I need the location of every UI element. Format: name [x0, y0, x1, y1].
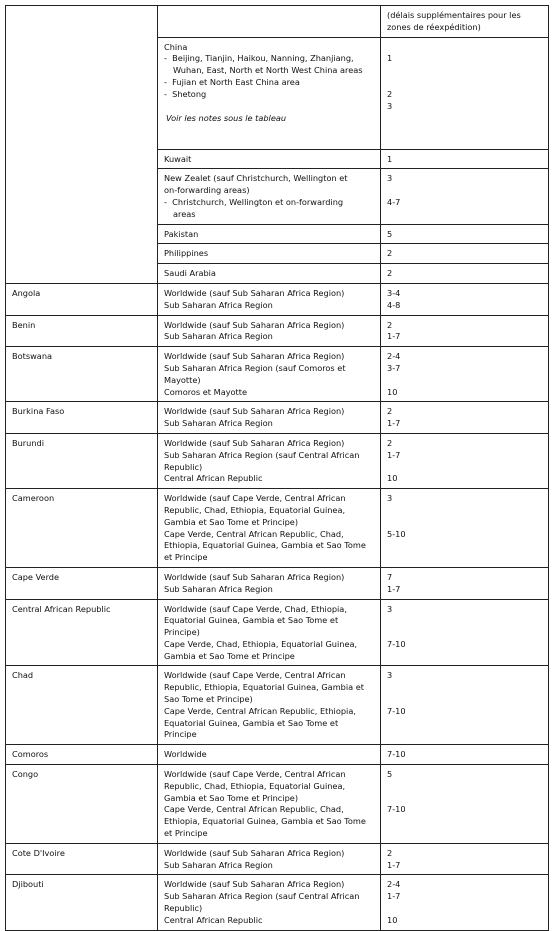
zone-cell — [158, 666, 381, 745]
zone-line: Sub Saharan Africa Region (sauf Central African — [164, 891, 360, 902]
days-cell — [381, 37, 549, 149]
zone-line: Worldwide (sauf Sub Saharan Africa Region) — [164, 319, 345, 330]
zone-line: Worldwide (sauf Sub Saharan Africa Region) — [164, 287, 345, 298]
zone-line: Sub Saharan Africa Region — [164, 583, 273, 594]
table-row — [6, 402, 549, 434]
days-value: 7-10 — [387, 705, 406, 716]
table-row — [6, 666, 549, 745]
zone-line: Principe) — [164, 627, 200, 638]
zone-line: Sub Saharan Africa Region — [164, 299, 273, 310]
zone-line: Ethiopia, Equatorial Guinea, Gambia et Sao Tome — [164, 540, 366, 551]
days-cell — [381, 567, 549, 599]
zone-line: Sao Tome et Principe) — [164, 694, 253, 705]
days-value: 2 — [387, 437, 393, 448]
zone-cell — [158, 347, 381, 402]
country-cell — [6, 347, 158, 402]
table-row — [6, 875, 549, 930]
days-value: 3-7 — [387, 362, 401, 373]
days-value: 4-8 — [387, 299, 401, 310]
zone-line: Saudi Arabia — [164, 268, 216, 279]
country-cell — [6, 6, 158, 284]
zone-cell — [158, 489, 381, 568]
zone-line: Cape Verde, Central African Republic, Ethiopia, — [164, 705, 356, 716]
zone-line: Worldwide (sauf Sub Saharan Africa Region) — [164, 847, 345, 858]
country-cell — [6, 599, 158, 666]
days-cell — [381, 169, 549, 224]
days-cell — [381, 745, 549, 765]
table-row — [6, 765, 549, 844]
country-name: Cape Verde — [12, 571, 60, 582]
days-value: 3 — [387, 100, 393, 111]
zone-line: Central African Republic — [164, 473, 263, 484]
days-value: 10 — [387, 914, 398, 925]
zone-line: Gambia et Sao Tome et Principe) — [164, 516, 299, 527]
days-value: 10 — [387, 473, 398, 484]
days-value: 3 — [387, 493, 393, 504]
zone-line: Wuhan, East, North et North West China areas — [173, 65, 363, 76]
header-extra-days-line1: (délais supplémentaires pour les — [387, 10, 521, 20]
days-value: 1-7 — [387, 449, 401, 460]
days-cell — [381, 347, 549, 402]
zone-line: Philippines — [164, 248, 209, 259]
zone-line: Principe — [164, 729, 197, 740]
table-row — [6, 489, 549, 568]
days-value: 2 — [387, 847, 393, 858]
days-cell — [381, 765, 549, 844]
days-value: 5 — [387, 228, 393, 239]
zone-line: Cape Verde, Central African Republic, Chad, — [164, 528, 344, 539]
days-value: 7-10 — [387, 804, 406, 815]
zone-cell — [158, 402, 381, 434]
zone-line: Republic, Chad, Ethiopia, Equatorial Guinea, — [164, 780, 346, 791]
zone-line: New Zealet (sauf Christchurch, Wellington et — [164, 173, 348, 184]
days-value: 1-7 — [387, 331, 401, 342]
table-row — [6, 315, 549, 347]
zone-cell — [158, 283, 381, 315]
zone-line: Sub Saharan Africa Region (sauf Central African — [164, 449, 360, 460]
days-value: 1-7 — [387, 583, 401, 594]
zone-line: Pakistan — [164, 228, 199, 239]
days-cell — [381, 489, 549, 568]
days-cell — [381, 402, 549, 434]
zone-bullet: - Beijing, Tianjin, Haikou, Nanning, Zhanjiang, — [164, 53, 375, 65]
zone-line: Ethiopia, Equatorial Guinea, Gambia et Sao Tome — [164, 816, 366, 827]
country-cell — [6, 745, 158, 765]
table-row — [6, 433, 549, 488]
country-cell — [6, 433, 158, 488]
zone-line: Equatorial Guinea, Gambia et Sao Tome et — [164, 717, 339, 728]
zone-line: areas — [173, 208, 196, 219]
zone-line: Worldwide (sauf Sub Saharan Africa Region) — [164, 406, 345, 417]
country-name: Benin — [12, 319, 36, 330]
china-note: Voir les notes sous le tableau — [166, 112, 287, 123]
days-cell — [381, 244, 549, 264]
zone-line: Worldwide (sauf Cape Verde, Central African — [164, 493, 346, 504]
zone-cell — [158, 745, 381, 765]
country-cell — [6, 489, 158, 568]
zone-line: Worldwide (sauf Cape Verde, Central African — [164, 769, 346, 780]
days-value: 5-10 — [387, 528, 406, 539]
country-name: Botswana — [12, 351, 53, 362]
zone-line: et Principe — [164, 828, 208, 839]
country-name: Angola — [12, 287, 41, 298]
days-value: 3-4 — [387, 287, 401, 298]
days-value: 1 — [387, 53, 393, 64]
zone-line: Central African Republic — [164, 914, 263, 925]
zone-cell — [158, 843, 381, 875]
days-value: 4-7 — [387, 196, 401, 207]
country-name: Cameroon — [12, 493, 55, 504]
days-cell — [381, 875, 549, 930]
zone-line: et Principe — [164, 552, 208, 563]
zone-cell — [158, 224, 381, 244]
zone-line: Equatorial Guinea, Gambia et Sao Tome et — [164, 615, 339, 626]
days-cell — [381, 433, 549, 488]
country-cell — [6, 315, 158, 347]
zone-line: Cape Verde, Chad, Ethiopia, Equatorial Guinea, — [164, 638, 358, 649]
country-name: Congo — [12, 769, 39, 780]
days-value: 7-10 — [387, 638, 406, 649]
days-value: 1-7 — [387, 859, 401, 870]
zone-line: Worldwide (sauf Sub Saharan Africa Region) — [164, 351, 345, 362]
days-cell — [381, 149, 549, 169]
days-value: 1 — [387, 153, 393, 164]
days-value: 2 — [387, 88, 393, 99]
country-cell — [6, 875, 158, 930]
zone-line: Sub Saharan Africa Region — [164, 331, 273, 342]
table-row — [6, 567, 549, 599]
country-cell — [6, 666, 158, 745]
zone-bullet: - Fujian et North East China area — [164, 77, 375, 89]
zone-line: on-forwarding areas) — [164, 185, 250, 196]
zone-cell — [158, 244, 381, 264]
days-value: 3 — [387, 603, 393, 614]
days-cell — [381, 599, 549, 666]
zone-line: Gambia et Sao Tome et Principe — [164, 650, 295, 661]
table-row — [6, 599, 549, 666]
zone-cell — [158, 315, 381, 347]
zone-line: Republic) — [164, 461, 203, 472]
days-value: 3 — [387, 670, 393, 681]
zone-cell — [158, 599, 381, 666]
zone-cell — [158, 433, 381, 488]
country-name: Djibouti — [12, 879, 44, 890]
days-cell — [381, 6, 549, 38]
table-header-row — [6, 6, 549, 38]
zone-bullet: - Shetong — [164, 89, 375, 101]
table-row — [6, 347, 549, 402]
zone-cell — [158, 169, 381, 224]
zone-line: Worldwide (sauf Sub Saharan Africa Region) — [164, 437, 345, 448]
days-value: 10 — [387, 386, 398, 397]
days-value: 2 — [387, 248, 393, 259]
zone-cell — [158, 149, 381, 169]
zone-line: Worldwide (sauf Sub Saharan Africa Region) — [164, 879, 345, 890]
days-cell — [381, 224, 549, 244]
days-cell — [381, 264, 549, 284]
days-value: 2 — [387, 319, 393, 330]
country-cell — [6, 765, 158, 844]
zone-cell — [158, 37, 381, 149]
days-cell — [381, 315, 549, 347]
zone-bullet: - Christchurch, Wellington et on-forwarding — [164, 197, 375, 209]
days-value: 2-4 — [387, 351, 401, 362]
zone-line: Worldwide (sauf Cape Verde, Chad, Ethiopia, — [164, 603, 347, 614]
zone-cell — [158, 567, 381, 599]
zone-line: Republic, Chad, Ethiopia, Equatorial Guinea, — [164, 504, 346, 515]
days-value: 2 — [387, 406, 393, 417]
zone-cell — [158, 6, 381, 38]
days-value: 1-7 — [387, 418, 401, 429]
country-name: Cote D'Ivoire — [12, 847, 65, 858]
days-value: 3 — [387, 173, 393, 184]
table-row — [6, 843, 549, 875]
zone-line: Comoros et Mayotte — [164, 386, 248, 397]
country-name: Burkina Faso — [12, 406, 65, 417]
zone-line: Worldwide (sauf Cape Verde, Central African — [164, 670, 346, 681]
country-name: Comoros — [12, 749, 49, 760]
zone-cell — [158, 264, 381, 284]
country-name: Central African Republic — [12, 603, 111, 614]
country-cell — [6, 567, 158, 599]
days-value: 5 — [387, 769, 393, 780]
zone-line: Worldwide (sauf Sub Saharan Africa Region) — [164, 571, 345, 582]
days-cell — [381, 666, 549, 745]
zone-china: China — [164, 41, 188, 52]
zone-line: Kuwait — [164, 153, 192, 164]
country-name: Burundi — [12, 437, 45, 448]
days-value: 2-4 — [387, 879, 401, 890]
country-cell — [6, 402, 158, 434]
days-cell — [381, 843, 549, 875]
zone-line: Gambia et Sao Tome et Principe) — [164, 792, 299, 803]
days-value: 2 — [387, 268, 393, 279]
transit-times-table — [5, 5, 549, 931]
zone-line: Sub Saharan Africa Region (sauf Comoros et — [164, 362, 346, 373]
zone-line: Cape Verde, Central African Republic, Chad, — [164, 804, 344, 815]
zone-line: Sub Saharan Africa Region — [164, 418, 273, 429]
zone-line: Republic) — [164, 903, 203, 914]
table-row — [6, 745, 549, 765]
country-name: Chad — [12, 670, 34, 681]
days-cell — [381, 283, 549, 315]
country-cell — [6, 283, 158, 315]
days-value: 7-10 — [387, 749, 406, 760]
zone-cell — [158, 765, 381, 844]
table-row — [6, 283, 549, 315]
zone-cell — [158, 875, 381, 930]
zone-line: Worldwide — [164, 749, 207, 760]
header-extra-days-line2: zones de réexpédition) — [387, 21, 481, 32]
zone-line: Republic, Ethiopia, Equatorial Guinea, Gambia et — [164, 682, 365, 693]
zone-line: Mayotte) — [164, 374, 201, 385]
zone-line: Sub Saharan Africa Region — [164, 859, 273, 870]
days-value: 7 — [387, 571, 393, 582]
country-cell — [6, 843, 158, 875]
days-value: 1-7 — [387, 891, 401, 902]
